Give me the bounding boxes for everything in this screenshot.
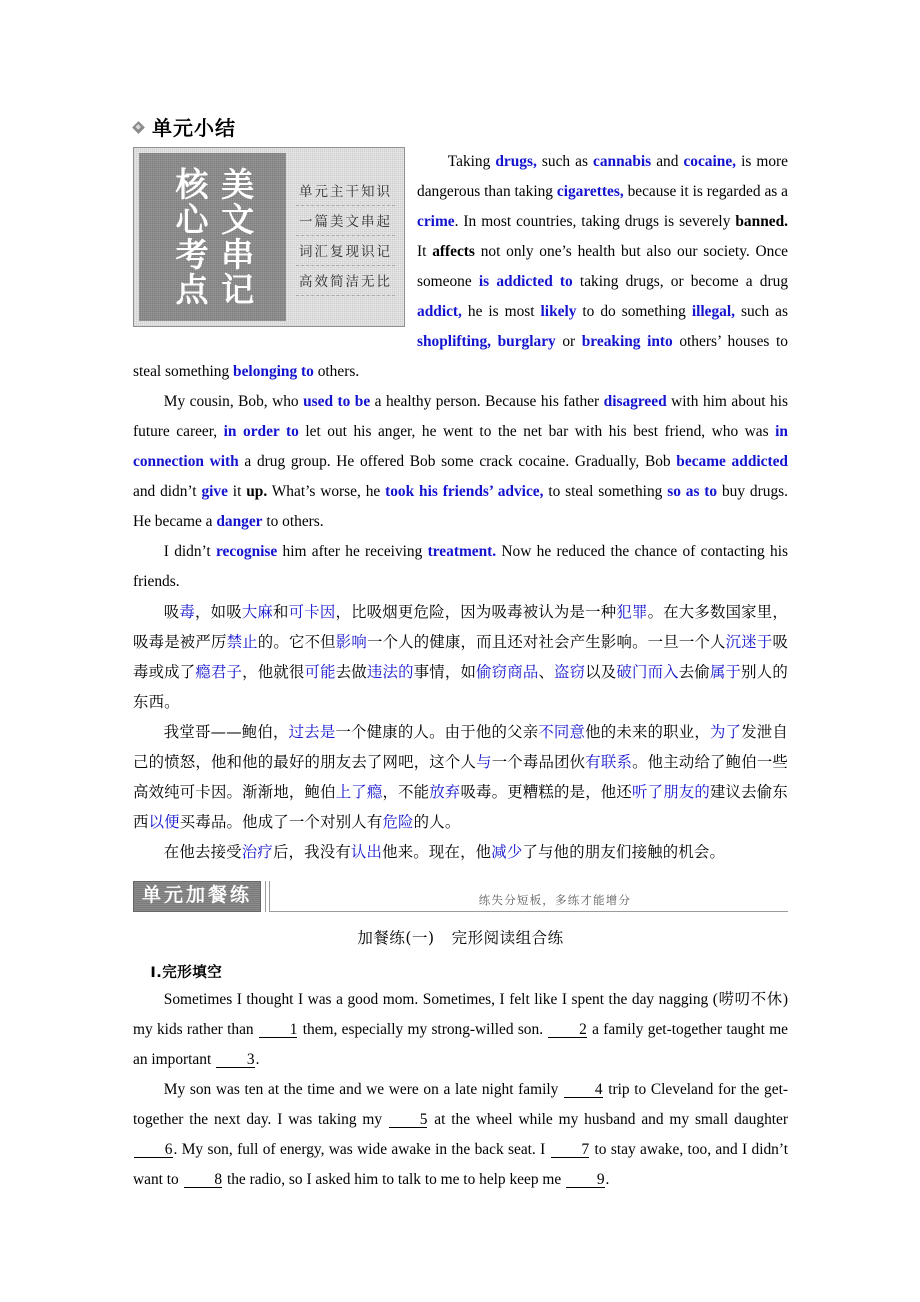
text-run: the radio, so I asked him to talk to me to help keep me [223, 1170, 566, 1188]
section-title [133, 118, 788, 138]
text-run: 的人。 [413, 813, 461, 831]
banner-vertical-text-2: 美文串记 [216, 167, 256, 307]
cloze-blank: 6 [134, 1142, 173, 1158]
text-run: to others. [262, 513, 324, 530]
highlight-term: so as to [667, 483, 718, 500]
text-run: My son was ten at the time and we were on a late night family [163, 1080, 564, 1098]
highlight-term: 可能 [304, 663, 336, 681]
practice-subtitle: 练失分短板，多练才能增分 [478, 892, 632, 907]
highlight-term: in connection with [133, 423, 788, 470]
highlight-term: is addicted to [478, 273, 573, 290]
text-run: 发泄自己的愤怒，他和他的最好的朋友去了网吧，这个人 [133, 723, 789, 771]
text-run: is more dangerous than taking [417, 153, 788, 200]
text-run: him after he receiving [277, 543, 428, 560]
text-run: 后，我没有 [272, 843, 351, 861]
text-run: It [417, 243, 433, 260]
text-run: 、 [538, 663, 555, 681]
text-run: 。在大多数国家里，吸毒是被严厉 [133, 603, 788, 651]
text-run: the chance of contacting his friends. [133, 543, 788, 590]
cloze-paragraph-1 [133, 985, 788, 1075]
text-run: I didn’t [163, 543, 216, 560]
highlight-term: crime [417, 213, 455, 230]
text-run: Now he reduced [496, 543, 611, 560]
highlight-term: took his friends’ advice, [385, 483, 544, 500]
text-run: or [555, 333, 582, 350]
text-run: 一个人的健康，而且还对社会产生影响。一旦一个人 [366, 633, 726, 651]
text-run: trip to Cleveland for the get-together the next day. I was taking my [133, 1080, 788, 1128]
banner-line: 词汇复现识记 [296, 236, 395, 266]
practice-badge: 单元加餐练 [133, 881, 261, 912]
text-run: such as [735, 303, 788, 320]
highlight-term: give [201, 483, 228, 500]
english-paragraph-2 [133, 387, 788, 537]
header-rule [270, 892, 788, 912]
text-run: Taking [447, 153, 496, 170]
banner-left-panel [139, 153, 286, 321]
english-paragraph-3 [133, 537, 788, 597]
text-run: to stay awake, too, and I didn’t want to [133, 1140, 789, 1188]
highlight-term: 禁止 [226, 633, 258, 651]
highlight-term: 为了 [709, 723, 742, 741]
highlight-term: belonging to [233, 363, 314, 380]
highlight-term: 违法的 [366, 663, 414, 681]
text-run: a drug group. He offered Bob some crack cocaine. Gradually, Bob [238, 453, 677, 470]
text-run: to steal something [543, 483, 668, 500]
text-run: . In most countries, taking drugs is severely [454, 213, 736, 230]
text-run: let out his anger, he went to the net bar with his best friend, who was [298, 423, 776, 440]
highlight-term: 有联系 [585, 753, 633, 771]
chinese-paragraph-1 [133, 597, 788, 717]
text-run: 和 [273, 603, 289, 621]
highlight-term: 不同意 [538, 723, 586, 741]
page-content [133, 118, 788, 1195]
cloze-blank: 7 [551, 1142, 590, 1158]
highlight-term: treatment. [427, 543, 497, 560]
highlight-term: 属于 [709, 663, 742, 681]
highlight-term: likely [540, 303, 577, 320]
page-title: 单元小结 [152, 116, 236, 140]
chinese-paragraph-2 [133, 717, 788, 837]
text-run: such as [536, 153, 593, 170]
text-run: 了与他的朋友们接触的机会。 [522, 843, 726, 861]
highlight-term: cigarettes, [556, 183, 624, 200]
text-run: 别人的东西。 [133, 663, 788, 711]
highlight-term: 以便 [148, 813, 180, 831]
highlight-term: in order to [223, 423, 299, 440]
highlight-term: 与 [476, 753, 492, 771]
text-run: 一个毒品团伙 [491, 753, 586, 771]
highlight-term: 犯罪 [616, 603, 648, 621]
text-run: . My son, full of energy, was wide awake in the back seat. I [173, 1140, 550, 1158]
highlight-term: breaking into [581, 333, 673, 350]
cloze-blank: 8 [184, 1172, 223, 1188]
highlight-term: disagreed [603, 393, 667, 410]
part-one-heading: Ⅰ.完形填空 [150, 964, 223, 981]
highlight-term: 破门而入 [616, 663, 679, 681]
highlight-term: used to be [303, 393, 371, 410]
text-run: My cousin, Bob, who [163, 393, 304, 410]
text-run: What’s worse, he [267, 483, 386, 500]
highlight-term: 认出 [350, 843, 383, 861]
cloze-paragraph-2 [133, 1075, 788, 1195]
bold-term: affects [432, 243, 475, 260]
banner-vertical-text-1: 核心考点 [170, 167, 210, 307]
highlight-term: 可卡因 [288, 603, 336, 621]
cloze-blank: 9 [566, 1172, 605, 1188]
highlight-term: 听了 [632, 783, 664, 801]
practice-title-left: 加餐练(一) [357, 928, 435, 947]
highlight-term: 大麻 [241, 603, 274, 621]
highlight-term: cannabis [592, 153, 652, 170]
text-run: Sometimes I thought I was a good mom. Sometimes, I felt like I spent the day nagging (唠叨不休) my kids rather than [133, 990, 788, 1038]
highlight-term: 沉迷于 [725, 633, 773, 651]
text-run: 一个健康的人。由于他的父亲 [335, 723, 539, 741]
highlight-term: 减少 [491, 843, 523, 861]
text-run: 建议去偷东西 [133, 783, 788, 831]
highlight-term: became addicted [676, 453, 788, 470]
text-run: 我堂哥——鲍伯， [163, 723, 289, 741]
highlight-term: 偷窃商品 [476, 663, 539, 681]
text-run: a family get-together taught me an important [133, 1020, 788, 1068]
text-run: he is most [461, 303, 541, 320]
highlight-term: 毒 [179, 603, 196, 621]
highlight-term: 放弃 [429, 783, 461, 801]
text-run: ，不能 [382, 783, 430, 801]
practice-title-right: 完形阅读组合练 [451, 928, 564, 947]
cloze-blank: 5 [389, 1112, 428, 1128]
text-run: 吸毒或成了 [133, 633, 789, 681]
text-run: 他来。现在，他 [382, 843, 492, 861]
text-run: 事情，如 [413, 663, 477, 681]
cloze-blank: 1 [259, 1022, 298, 1038]
highlight-term: danger [216, 513, 263, 530]
text-run: buy drugs. He became a [133, 483, 788, 530]
text-run: and didn’t [133, 483, 202, 500]
text-run: with him about his future career, [133, 393, 788, 440]
chinese-paragraph-3 [133, 837, 788, 867]
text-run: . [605, 1170, 610, 1188]
text-run: a healthy person. Because his father [370, 393, 604, 410]
text-run: to do something [576, 303, 692, 320]
banner-right-panel [286, 153, 399, 321]
highlight-term: 影响 [335, 633, 367, 651]
cloze-blank: 4 [564, 1082, 603, 1098]
text-run: others. [313, 363, 360, 380]
text-run: 。他主动给了鲍伯一些高效纯可卡因。渐渐地，鲍伯 [133, 753, 789, 801]
text-run: at the wheel while my husband and my small daughter [428, 1110, 788, 1128]
highlight-term: 治疗 [241, 843, 273, 861]
highlight-term: cocaine, [683, 153, 737, 170]
text-run: others’ houses to steal something [133, 333, 788, 380]
banner-line: 高效简洁无比 [296, 266, 395, 296]
text-run: because it is regarded as a [623, 183, 788, 200]
highlight-term: illegal, [691, 303, 735, 320]
highlight-term: 危险 [382, 813, 414, 831]
text-run: 他的未来的职业， [585, 723, 710, 741]
highlight-term: 盗窃 [554, 663, 586, 681]
highlight-term: 上了瘾 [335, 783, 383, 801]
text-run: not only one’s health but also our society. Once someone [417, 243, 788, 290]
text-run: 的。它不但 [257, 633, 336, 651]
highlight-term: addict, [417, 303, 462, 320]
text-run: 吸 [163, 603, 180, 621]
bold-term: banned. [735, 213, 788, 230]
highlight-banner [133, 147, 405, 327]
diamond-bullet-icon [133, 122, 146, 135]
highlight-term: 过去是 [288, 723, 336, 741]
text-run: 去做 [335, 663, 367, 681]
text-run: 买毒品。他成了一个对别人有 [179, 813, 383, 831]
text-run: taking drugs, or become a drug [572, 273, 789, 290]
text-run: them, especially my strong-willed son. [298, 1020, 548, 1038]
practice-section-header [133, 881, 788, 912]
text-run: it [227, 483, 247, 500]
banner-line: 单元主干知识 [296, 178, 395, 206]
text-run: 吸毒。更糟糕的是，他还 [460, 783, 632, 801]
text-run: . [255, 1050, 260, 1068]
highlight-term: 瘾君子 [195, 663, 243, 681]
cloze-blank: 3 [216, 1052, 255, 1068]
text-run: ，如吸 [195, 603, 242, 621]
highlight-term: recognise [215, 543, 278, 560]
highlight-term: shoplifting, burglary [417, 333, 556, 350]
text-run: 以及 [585, 663, 617, 681]
highlight-term: drugs, [495, 153, 537, 170]
cloze-blank: 2 [548, 1022, 587, 1038]
practice-title [133, 926, 788, 948]
text-run: 去偷 [678, 663, 710, 681]
text-run: and [651, 153, 684, 170]
text-run: ，他就很 [242, 663, 305, 681]
highlight-term: 朋友的 [663, 783, 710, 801]
text-run: 在他去接受 [163, 843, 242, 861]
bold-term: up. [246, 483, 268, 500]
banner-line: 一篇美文串起 [296, 206, 395, 236]
text-run: ，比吸烟更危险，因为吸毒被认为是一种 [335, 603, 617, 621]
